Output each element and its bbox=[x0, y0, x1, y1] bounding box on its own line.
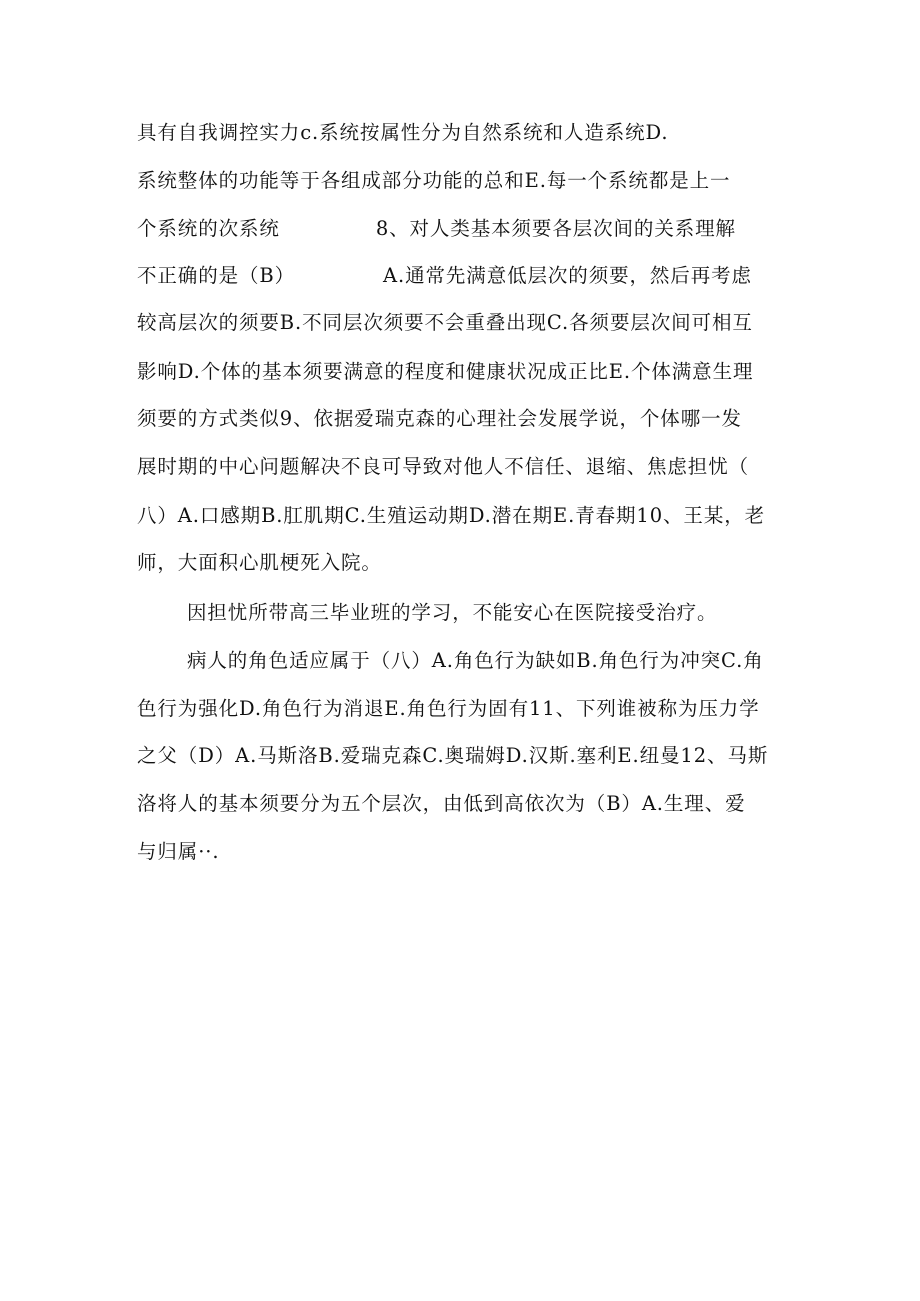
text-line: 师，大面积心肌梗死入院。 bbox=[137, 551, 382, 574]
text-line: 须要的方式类似9、依据爱瑞克森的心理社会发展学说，个体哪一发 bbox=[137, 407, 742, 430]
text-line: 八）A.口感期B.肛肌期C.生殖运动期D.潜在期E.青春期10、王某，老 bbox=[137, 504, 766, 527]
text-line bbox=[137, 263, 797, 289]
text-fragment: A.通常先满意低层次的须要，然后再考虑 bbox=[383, 264, 752, 287]
text-line: 系统整体的功能等于各组成部分功能的总和E.每一个系统都是上一 bbox=[137, 169, 731, 192]
text-line: 影响D.个体的基本须要满意的程度和健康状况成正比E.个体满意生理 bbox=[137, 360, 754, 383]
text-line: 因担忧所带高三毕业班的学习，不能安心在医院接受治疗。 bbox=[187, 601, 718, 624]
text-line: 病人的角色适应属于（八）A.角色行为缺如B.角色行为冲突C.角 bbox=[187, 649, 764, 672]
text-line: 洛将人的基本须要分为五个层次，由低到高依次为（B）A.生理、爱 bbox=[137, 792, 746, 815]
text-line: 展时期的中心问题解决不良可导致对他人不信任、退缩、焦虑担忧（ bbox=[137, 455, 750, 478]
text-fragment: 个系统的次系统 bbox=[137, 217, 280, 240]
text-line bbox=[137, 216, 797, 242]
text-line: 与归属··. bbox=[137, 840, 220, 863]
text-line: 色行为强化D.角色行为消退E.角色行为固有11、下列谁被称为压力学 bbox=[137, 697, 760, 720]
text-line: 具有自我调控实力c.系统按属性分为自然系统和人造系统D. bbox=[137, 121, 669, 144]
text-fragment: 8、对人类基本须要各层次间的关系理解 bbox=[375, 217, 736, 240]
text-line: 之父（D）A.马斯洛B.爱瑞克森C.奥瑞姆D.汉斯.塞利E.纽曼12、马斯 bbox=[137, 744, 769, 767]
text-fragment: 不正确的是（B） bbox=[137, 264, 296, 287]
text-line: 较高层次的须要B.不同层次须要不会重叠出现C.各须要层次间可相互 bbox=[137, 311, 753, 334]
